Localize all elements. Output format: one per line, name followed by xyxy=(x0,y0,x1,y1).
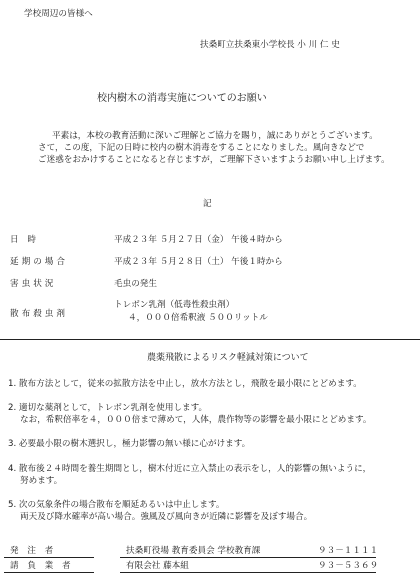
footer-underline xyxy=(120,572,376,573)
measure-item: 2. 適切な薬剤として，トレボン乳剤を使用します。 xyxy=(8,403,208,413)
detail-value-postpone: 平成２３年 ５月２８日（土） 午後１時から xyxy=(114,257,283,267)
footer-label-contractor: 請 負 業 者 xyxy=(10,561,74,571)
measure-item: 5. 次の気象条件の場合散布を順延あるいは中止します。 xyxy=(8,500,225,510)
detail-value-insecticide: トレボン乳剤（低毒性殺虫剤） xyxy=(114,300,235,310)
footer-phone-client: ９３－１１１１ xyxy=(318,546,379,556)
measure-item-cont: 両天及び降水確率が高い場合。強風及び風向きが近隣に影響を及ぼす場合。 xyxy=(20,512,313,522)
detail-label-insecticide: 散布殺虫剤 xyxy=(10,309,68,319)
measure-item: 4. 散布後２４時間を養生期間とし，樹木付近に立入禁止の表示をし，人的影響の無いように， xyxy=(8,464,372,474)
addressee: 学校周辺の皆様へ xyxy=(24,9,93,19)
footer-label-client: 発 注 者 xyxy=(10,546,57,556)
detail-label-postpone: 延期の場合 xyxy=(10,257,68,267)
footer-phone-contractor: ９３－５３６９ xyxy=(318,561,379,571)
intro-line: ご迷惑をおかけすることになると存じますが，ご理解下さいますようお願い申し上げます。 xyxy=(38,155,390,165)
intro-line: 平素は，本校の教育活動に深いご理解とご協力を賜り，誠にありがとうございます。 xyxy=(52,131,378,141)
ki-heading: 記 xyxy=(203,199,212,209)
measure-item: 3. 必要最小限の樹木選択し，極力影響の無い様に心がけます。 xyxy=(8,439,251,449)
detail-value-pest: 毛虫の発生 xyxy=(114,279,157,289)
footer-org-client: 扶桑町役場 教育委員会 学校教育課 xyxy=(126,546,261,556)
footer-underline xyxy=(4,557,94,558)
footer-org-contractor: 有限会社 藤本組 xyxy=(126,561,189,571)
detail-value-insecticide: ４，０００倍希釈液 ５００リットル xyxy=(128,313,268,323)
detail-label-pest: 害虫状況 xyxy=(10,279,57,289)
measure-item-cont: なお，希釈倍率を４，０００倍まで薄めて，人体，農作物等の影響を最小限にとどめます。 xyxy=(20,415,372,425)
measures-title: 農薬飛散によるリスク軽減対策について xyxy=(147,353,309,363)
measure-item-cont: 努めます。 xyxy=(20,476,63,486)
detail-label-date: 日 時 xyxy=(10,235,39,245)
intro-line: さて，この度，下記の日時に校内の樹木消毒をすることになりました。風向きなどで xyxy=(38,143,365,153)
page-title: 校内樹木の消毒実施についてのお願い xyxy=(97,93,267,104)
measure-item: 1. 散布方法として，従来の拡散方法を中止し，放水方法とし，飛散を最小限にとどめます。 xyxy=(8,379,362,389)
footer-underline xyxy=(120,557,376,558)
detail-value-date: 平成２３年 ５月２７日（金） 午後４時から xyxy=(114,235,283,245)
footer-underline xyxy=(4,572,94,573)
sender: 扶桑町立扶桑東小学校長 小 川 仁 史 xyxy=(200,40,340,50)
section-divider xyxy=(0,339,420,340)
